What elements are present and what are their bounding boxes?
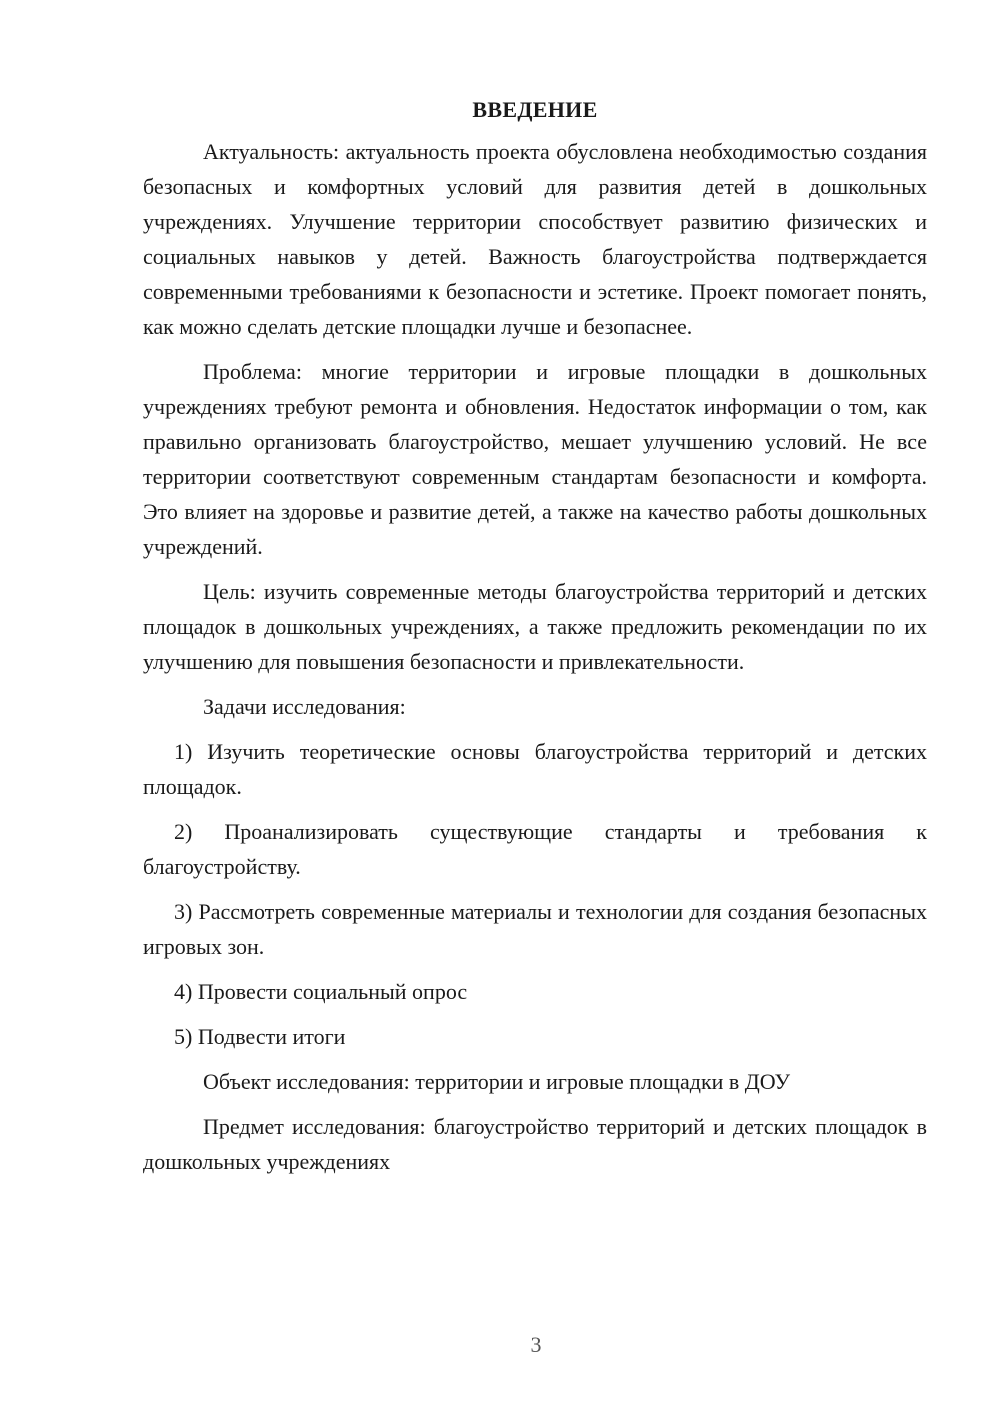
list-item-task-2: 2) Проанализировать существующие стандарты и требования к благоустройству. <box>143 819 927 879</box>
paragraph-object: Объект исследования: территории и игровые площадки в ДОУ <box>203 1069 791 1094</box>
document-page <box>143 92 927 1189</box>
paragraph-subject: Предмет исследования: благоустройство территорий и детских площадок в дошкольных учреждениях <box>143 1114 927 1174</box>
page-title: ВВЕДЕНИЕ <box>472 97 598 122</box>
tasks-intro: Задачи исследования: <box>203 694 406 719</box>
list-item-task-5: 5) Подвести итоги <box>174 1024 346 1049</box>
paragraph-problem: Проблема: многие территории и игровые площадки в дошкольных учреждениях требуют ремонта и обновления. Недостаток информации о том, как правильно организовать благоустройство, мешает улучшению условий. Не все территории соответствуют современным стандартам безопасности и комфорта. Это влияет на здоровье и развитие детей, а также на качество работы дошкольных учреждений. <box>143 359 927 559</box>
tasks-list <box>143 734 927 1054</box>
list-item-task-3: 3) Рассмотреть современные материалы и технологии для создания безопасных игровых зон. <box>143 899 927 959</box>
list-item-task-4: 4) Провести социальный опрос <box>174 979 468 1004</box>
page-number: 3 <box>530 1332 542 1357</box>
paragraph-goal: Цель: изучить современные методы благоустройства территорий и детских площадок в дошкольных учреждениях, а также предложить рекомендации по их улучшению для повышения безопасности и привлекательности. <box>143 579 927 674</box>
paragraph-relevance: Актуальность: актуальность проекта обусловлена необходимостью создания безопасных и комфортных условий для развития детей в дошкольных учреждениях. Улучшение территории способствует развитию физических и социальных навыков у детей. Важность благоустройства подтверждается современными требованиями к безопасности и эстетике. Проект помогает понять, как можно сделать детские площадки лучше и безопаснее. <box>143 139 927 339</box>
list-item-task-1: 1) Изучить теоретические основы благоустройства территорий и детских площадок. <box>143 739 927 799</box>
